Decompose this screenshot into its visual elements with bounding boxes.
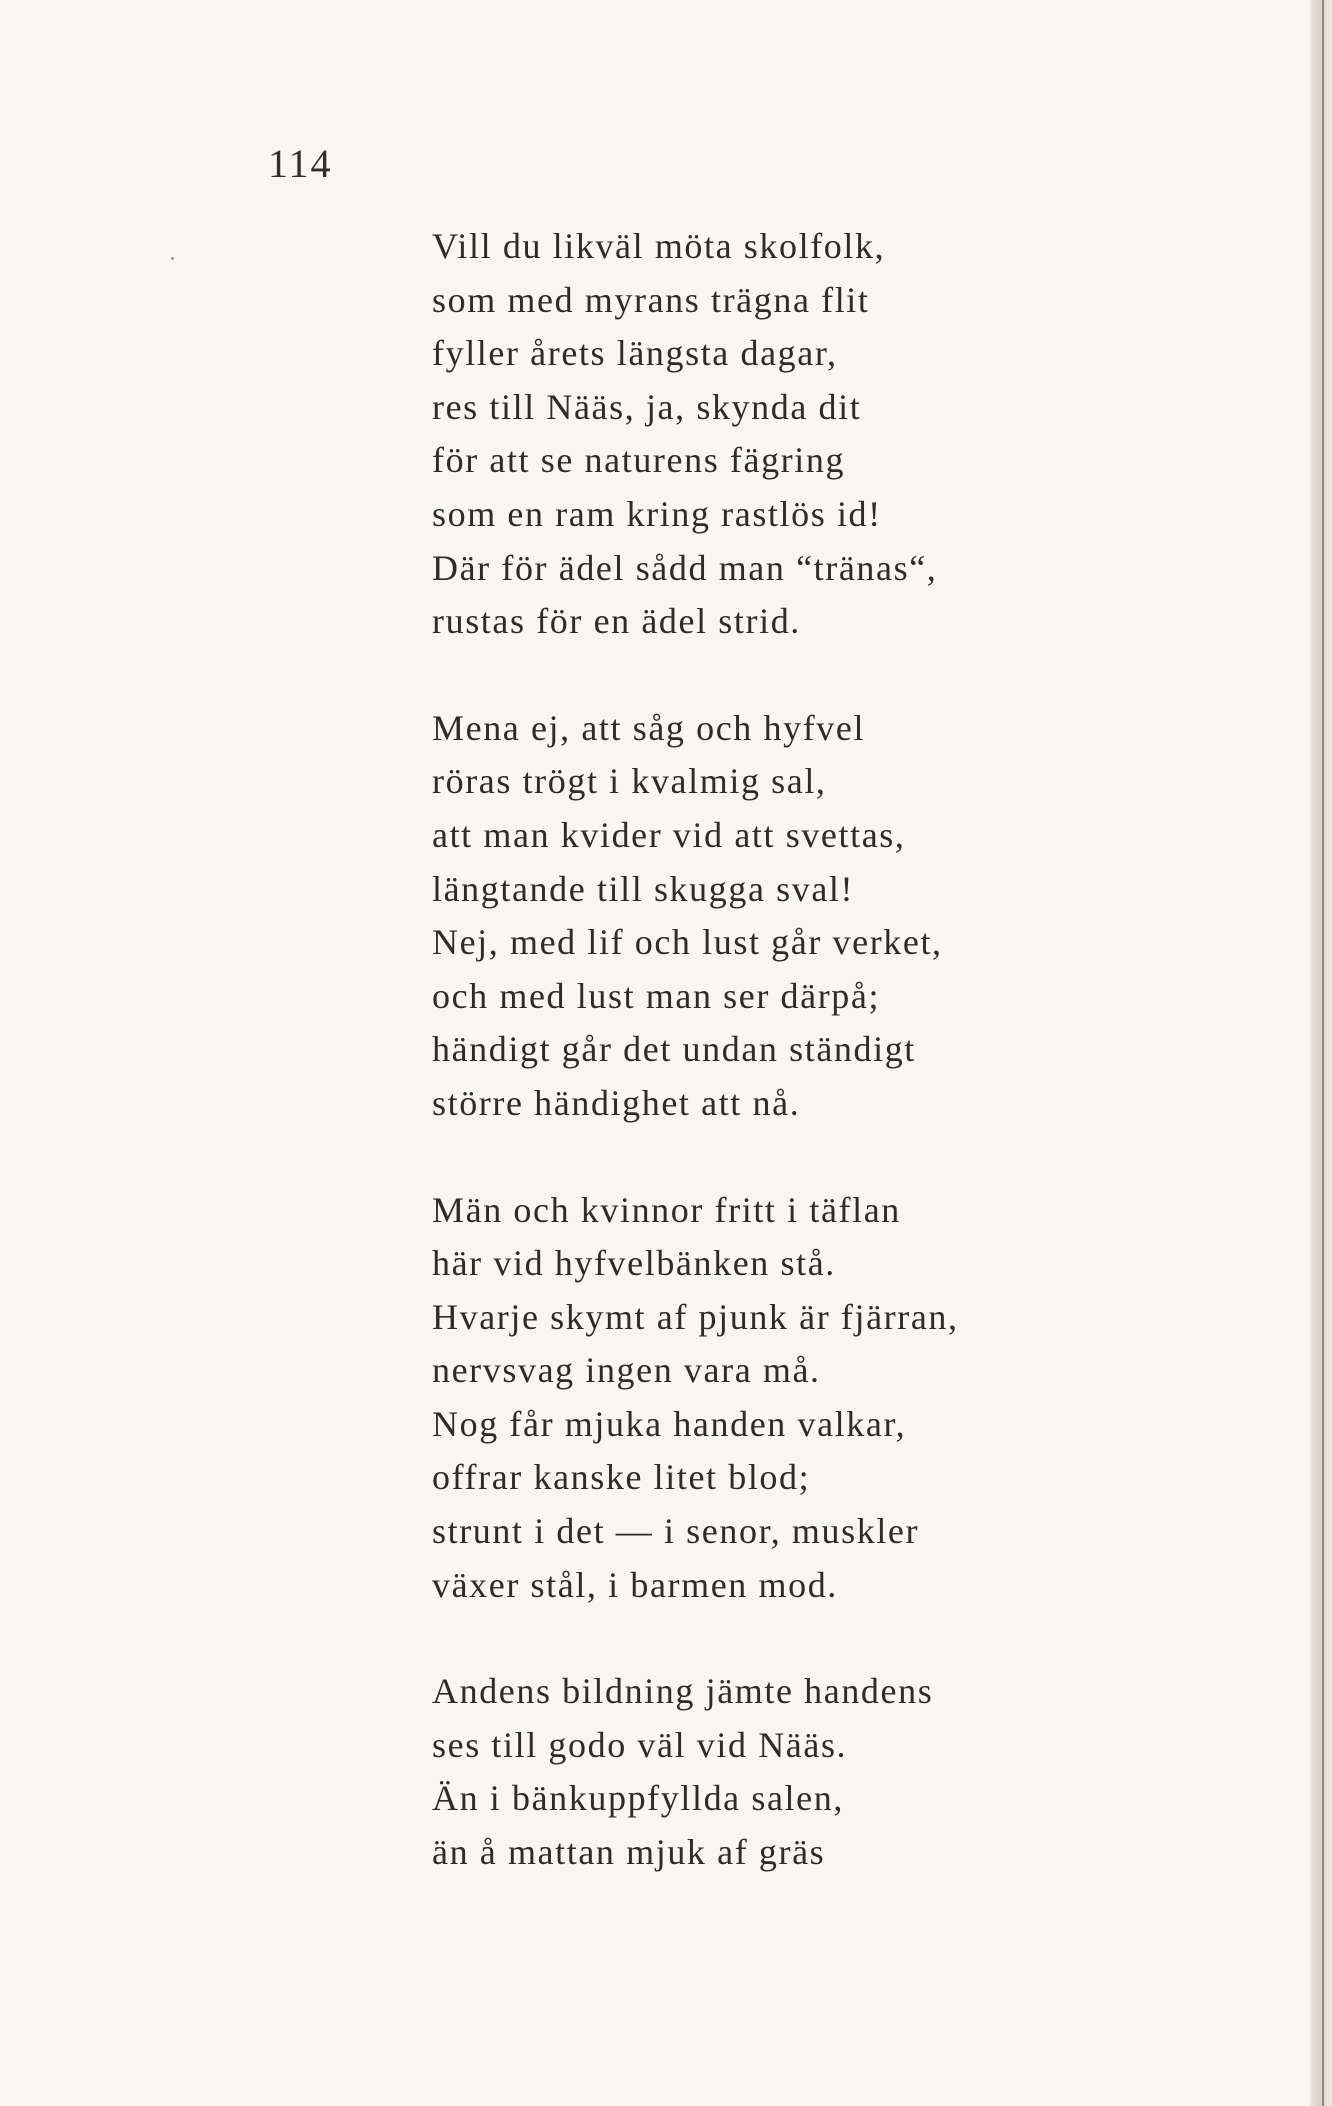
poem-line: som med myrans trägna flit (432, 279, 870, 320)
poem-line: Än i bänkuppfyllda salen, (432, 1778, 844, 1819)
poem-line: att man kvider vid att svettas, (432, 814, 906, 855)
stanza-3 (432, 1184, 1112, 1613)
poem-line: nervsvag ingen vara må. (432, 1350, 821, 1391)
poem-line: här vid hyfvelbänken stå. (432, 1243, 836, 1284)
poem-line: Vill du likväl möta skolfolk, (432, 226, 886, 266)
poem-line: längtande till skugga sval! (432, 868, 855, 909)
page-number: 114 (268, 141, 333, 186)
poem-line: Mena ej, att såg och hyfvel (432, 707, 866, 748)
poem-line: Hvarje skymt af pjunk är fjärran, (432, 1296, 959, 1337)
poem-line: än å mattan mjuk af gräs (432, 1832, 826, 1873)
poem-line: händigt går det undan ständigt (432, 1029, 916, 1070)
poem-line: fyller årets längsta dagar, (432, 333, 838, 374)
poem-line: röras trögt i kvalmig sal, (432, 761, 827, 802)
stanza-1 (432, 220, 1112, 649)
poem-line: för att se naturens fägring (432, 440, 846, 481)
poem-line: som en ram kring rastlös id! (432, 493, 882, 534)
poem-line: rustas för en ädel strid. (432, 601, 801, 642)
page-edge-line (1322, 0, 1324, 2106)
poem-line: strunt i det — i senor, muskler (432, 1511, 920, 1552)
poem-line: Nog får mjuka handen valkar, (432, 1403, 907, 1444)
paper-speck (171, 257, 174, 260)
page-edge (1310, 0, 1332, 2106)
poem (432, 220, 1112, 1880)
poem-line: Nej, med lif och lust går verket, (432, 922, 943, 963)
poem-line: offrar kanske litet blod; (432, 1457, 811, 1498)
poem-line: ses till godo väl vid Nääs. (432, 1724, 848, 1765)
poem-line: res till Nääs, ja, skynda dit (432, 386, 862, 427)
poem-line: Där för ädel sådd man “tränas“, (432, 547, 938, 588)
poem-line: Män och kvinnor fritt i täflan (432, 1189, 901, 1230)
stanza-4 (432, 1665, 1112, 1879)
poem-line: större händighet att nå. (432, 1082, 801, 1123)
poem-line: och med lust man ser därpå; (432, 975, 881, 1016)
poem-line: Andens bildning jämte handens (432, 1671, 934, 1712)
poem-line: växer stål, i barmen mod. (432, 1564, 838, 1605)
stanza-2 (432, 702, 1112, 1131)
